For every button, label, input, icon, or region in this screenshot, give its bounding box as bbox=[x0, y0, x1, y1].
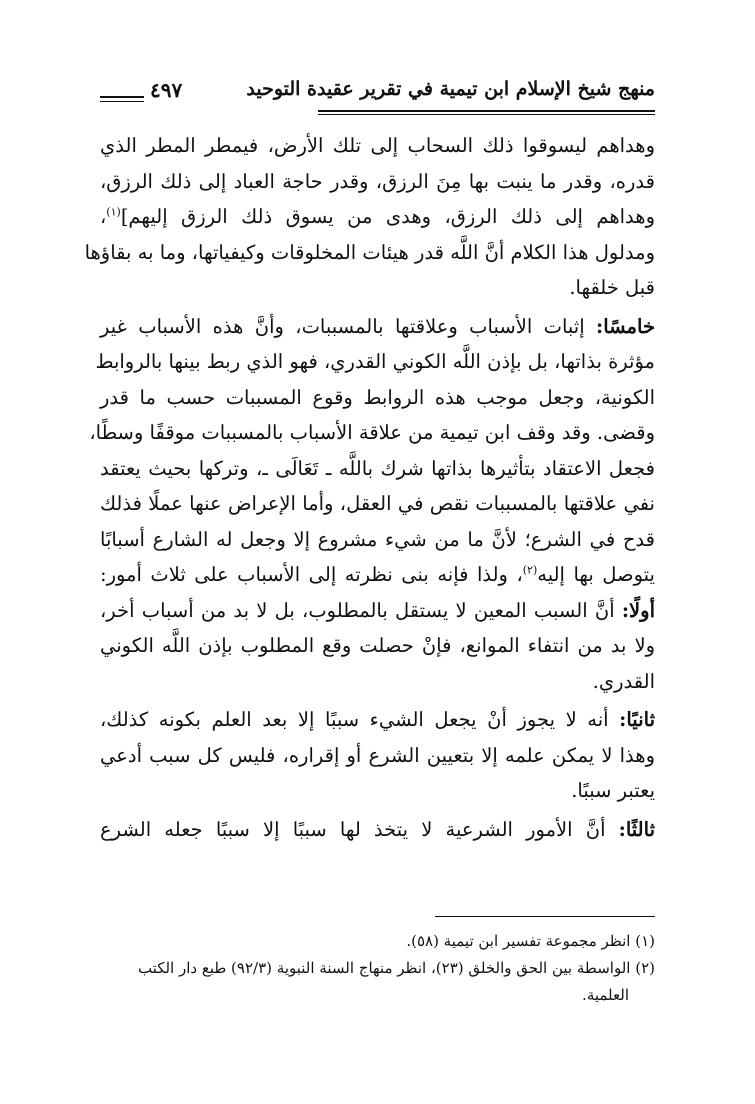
text-line: قبل خلقها. bbox=[569, 276, 655, 299]
header-rule-thin bbox=[318, 114, 655, 115]
text-line: الكونية، وجعل موجب هذه الروابط وقوع المسببات حسب ما قدر bbox=[100, 385, 655, 409]
text-line: قدره، وقدر ما ينبت بها مِنَ الرزق، وقدر حاجة العباد إلى ذلك الرزق، bbox=[100, 169, 655, 193]
footnote-1: (١) انظر مجموعة تفسير ابن تيمية (٥٨). bbox=[406, 932, 655, 950]
text-segment: أنَّ السبب المعين لا يستقل بالمطلوب، بل لا بد من أسباب أخر، bbox=[100, 598, 615, 622]
text-line bbox=[100, 812, 655, 848]
text-line: نفي علاقتها بالمسببات نقص في العقل، وأما الإعراض عنها عملًا فذلك bbox=[100, 492, 655, 515]
text-line: ولا بد من انتفاء الموانع، فإنْ حصلت وقع المطلوب بإذن اللَّه الكوني bbox=[100, 634, 655, 657]
page-number-rule-thin bbox=[100, 101, 144, 102]
text-line: مؤثرة بذاتها، بل بإذن اللَّه الكوني القدري، فهو الذي ربط بينها بالروابط bbox=[95, 350, 655, 373]
text-line: وقضى. وقد وقف ابن تيمية من علاقة الأسباب بالمسببات موقفًا وسطًا، bbox=[89, 421, 655, 444]
footnote-separator bbox=[435, 916, 655, 917]
text-segment: وهداهم إلى ذلك الرزق، وهدى من يسوق ذلك الرزق إليهم] bbox=[120, 205, 655, 228]
text-line bbox=[100, 593, 655, 629]
page-number: ٤٩٧ bbox=[150, 78, 183, 102]
text-line bbox=[100, 702, 655, 738]
footnote-ref-1[interactable]: (١) bbox=[106, 205, 121, 219]
footnote-ref-2[interactable]: (٢) bbox=[522, 563, 538, 577]
text-line: وهذا لا يمكن علمه إلا بتعيين الشرع أو إقراره، فليس كل سبب أدعي bbox=[100, 743, 655, 767]
text-line: قدح في الشرع؛ لأنَّ ما من شيء مشروع إلا وجعل له الشارع أسبابًا bbox=[100, 527, 655, 551]
footnote-2-continued: العلمية. bbox=[582, 986, 629, 1004]
text-segment: ، ولذا فإنه بنى نظرته إلى الأسباب على ثلاث أمور: bbox=[100, 563, 523, 586]
body-text bbox=[84, 128, 655, 847]
section-term: ثالثًا: bbox=[618, 817, 655, 841]
text-segment: ، bbox=[100, 205, 107, 228]
section-term: أولًا: bbox=[621, 598, 655, 622]
page-number-rule bbox=[100, 96, 144, 98]
section-term: خامسًا: bbox=[596, 314, 655, 338]
text-segment: أنَّ الأمور الشرعية لا يتخذ لها سببًا إلا سببًا جعله الشرع bbox=[100, 817, 606, 841]
text-line: وهداهم ليسوقوا ذلك السحاب إلى تلك الأرض، فيمطر المطر الذي bbox=[100, 134, 655, 157]
text-line bbox=[100, 309, 655, 345]
text-line bbox=[100, 199, 655, 235]
running-header bbox=[100, 78, 655, 108]
text-line: يعتبر سببًا. bbox=[571, 779, 655, 802]
text-segment: أنه لا يجوز أنْ يجعل الشيء سببًا إلا بعد العلم بكونه كذلك، bbox=[100, 708, 609, 731]
section-term: ثانيًا: bbox=[619, 708, 655, 731]
text-line: ومدلول هذا الكلام أنَّ اللَّه قدر هيئات المخلوقات وكيفياتها، وما به بقاؤها bbox=[84, 240, 655, 264]
footnotes bbox=[100, 928, 655, 1009]
text-line: القدري. bbox=[592, 669, 655, 693]
header-title: منهج شيخ الإسلام ابن تيمية في تقرير عقيدة التوحيد bbox=[246, 78, 655, 100]
footnote-2: (٢) الواسطة بين الحق والخلق (٢٣)، انظر منهاج السنة النبوية (٩٢/٣) طبع دار الكتب bbox=[137, 959, 655, 977]
text-line bbox=[100, 557, 655, 593]
text-segment: إثبات الأسباب وعلاقتها بالمسببات، وأنَّ هذه الأسباب غير bbox=[100, 314, 585, 338]
header-rule bbox=[318, 110, 655, 112]
text-segment: يتوصل بها إليه bbox=[537, 563, 655, 586]
text-line: فجعل الاعتقاد بتأثيرها بذاتها شرك باللَّه ـ تَعَالَى ـ، وتركها بحيث يعتقد bbox=[100, 456, 655, 480]
